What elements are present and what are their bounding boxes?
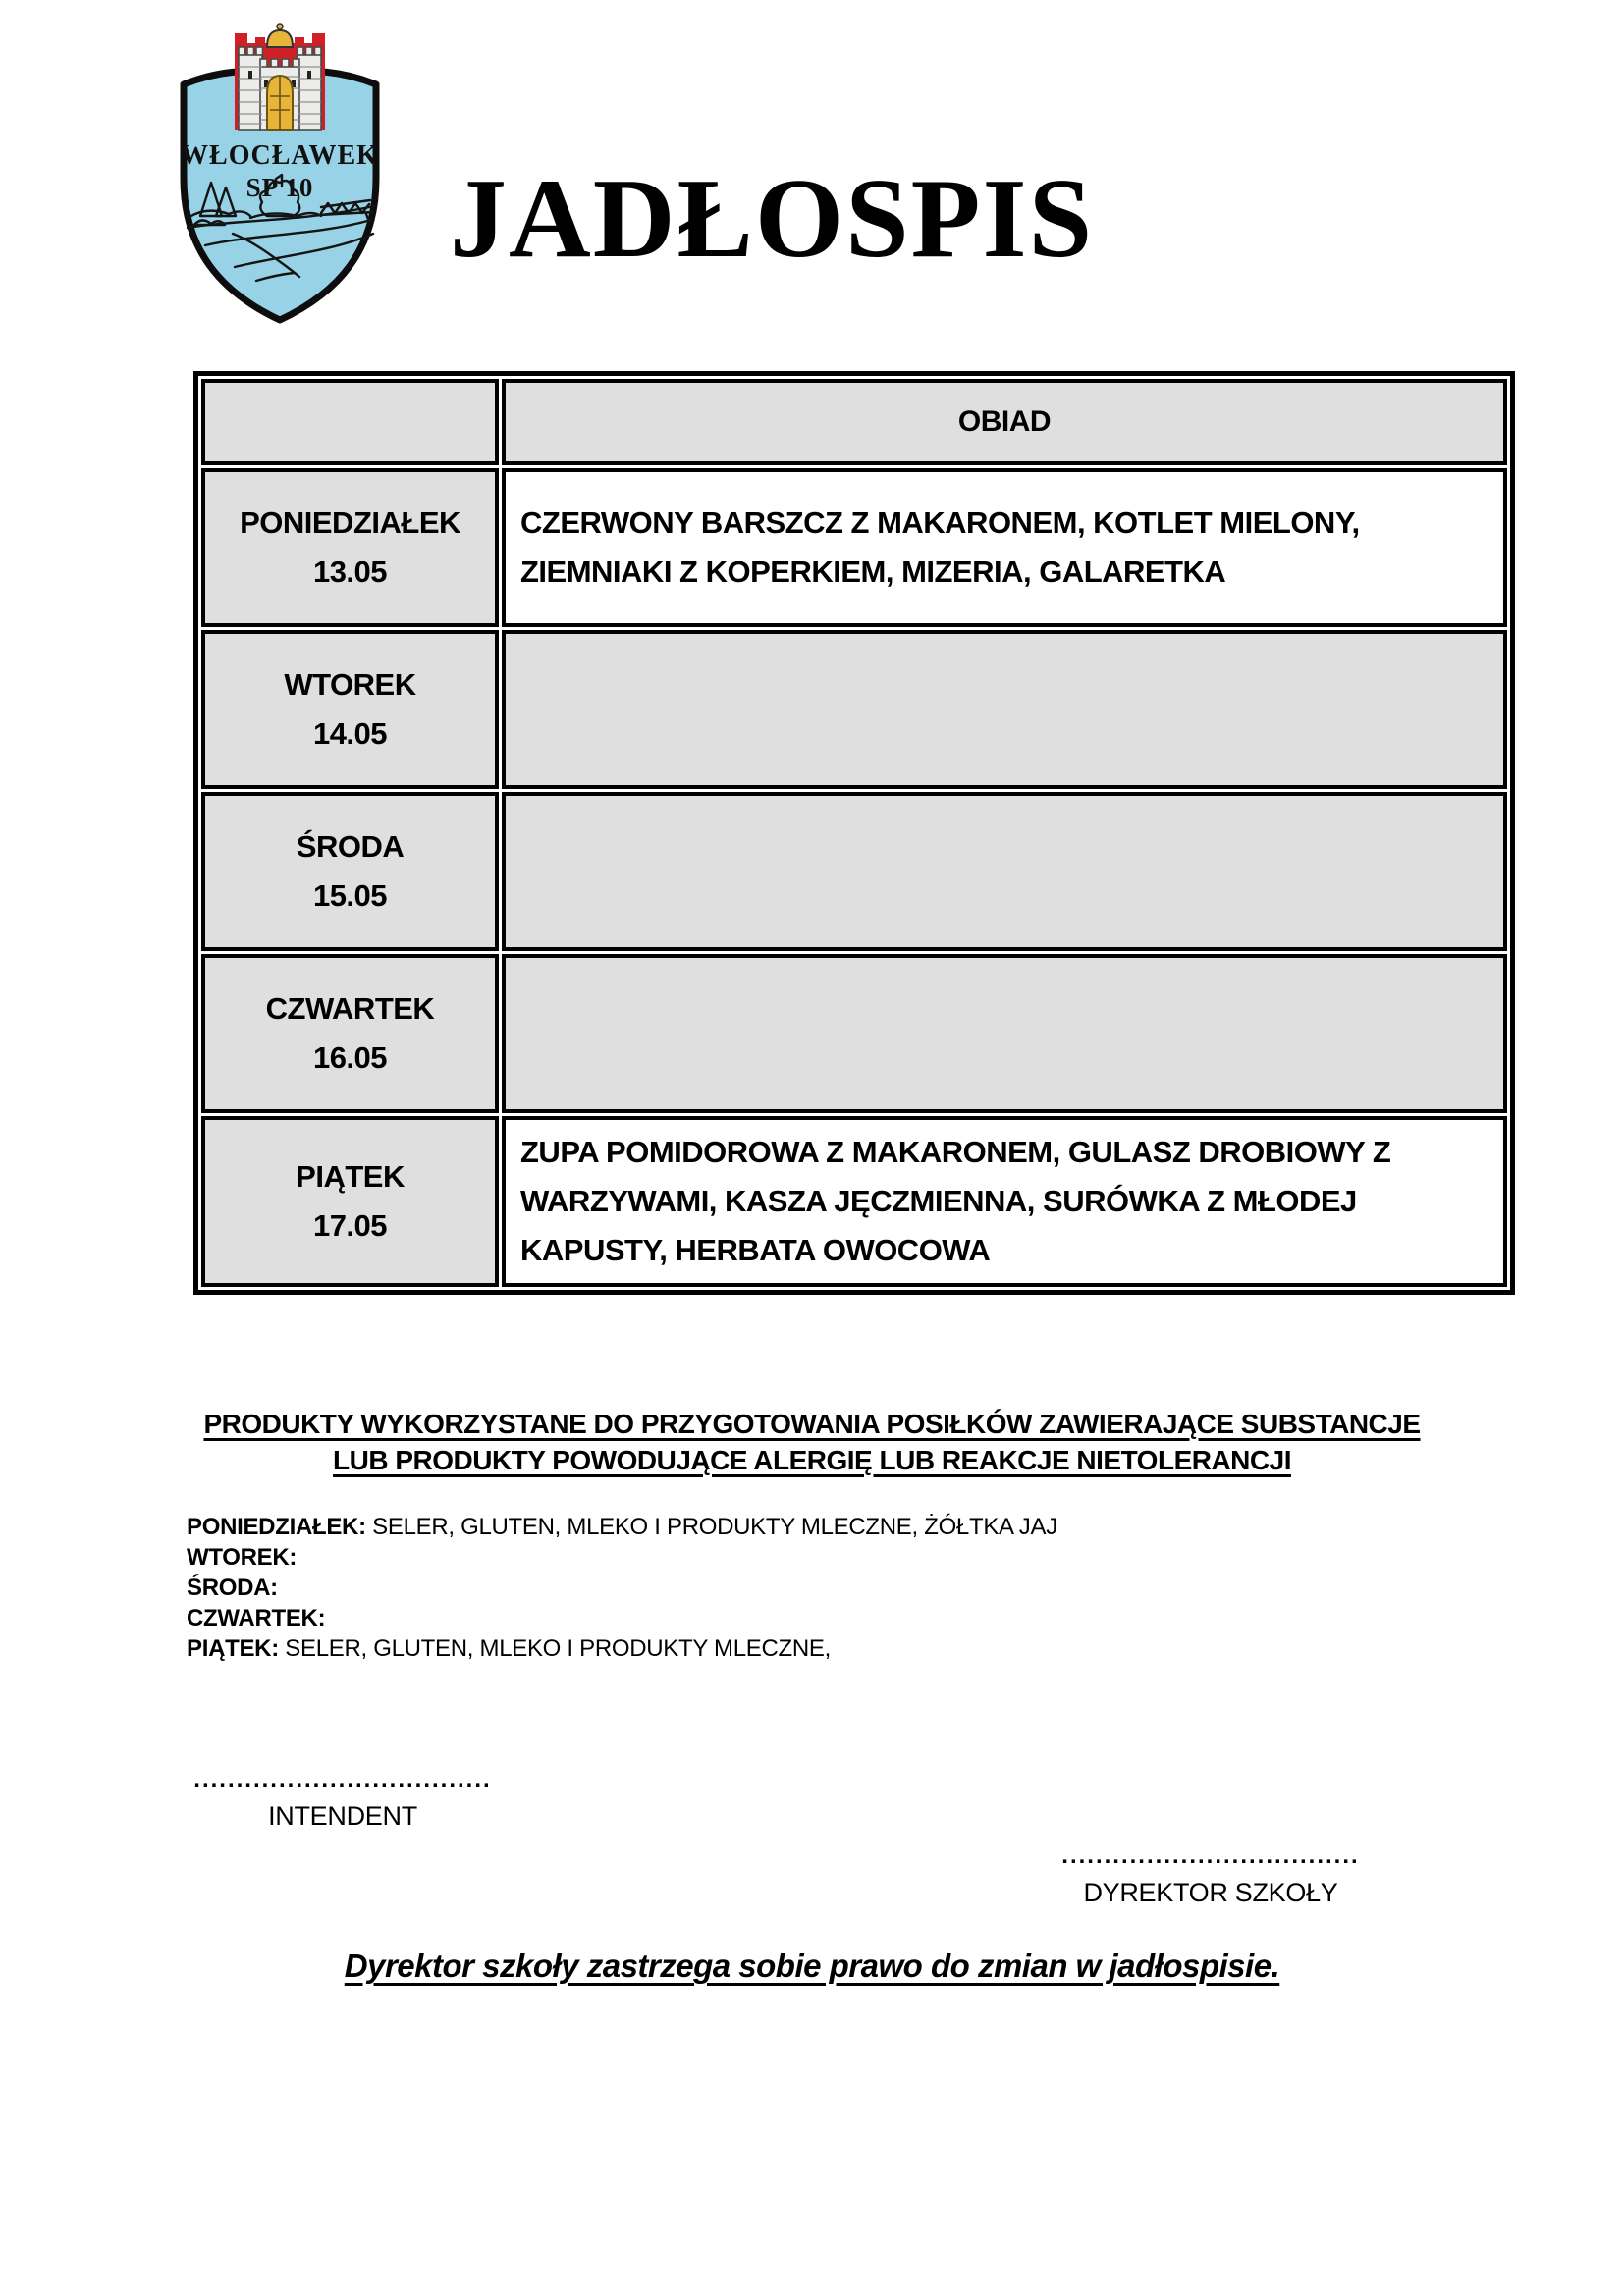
page-title: JADŁOSPIS <box>450 156 1095 282</box>
allergen-item-tuesday <box>187 1542 1443 1573</box>
castle-icon <box>235 24 325 130</box>
day-date: 15.05 <box>312 879 388 913</box>
allergen-day-label: ŚRODA: <box>187 1575 278 1601</box>
allergen-day-value: SELER, GLUTEN, MLEKO I PRODUKTY MLECZNE, <box>285 1635 831 1662</box>
day-name: PONIEDZIAŁEK <box>240 506 460 540</box>
day-date: 14.05 <box>312 717 388 751</box>
table-row-wednesday <box>201 792 1507 951</box>
school-logo <box>174 14 386 338</box>
school-crest-icon <box>174 14 386 338</box>
allergen-day-label: PONIEDZIAŁEK: <box>187 1514 366 1540</box>
allergen-item-friday <box>187 1633 1443 1664</box>
logo-school-text: SP 10 <box>245 173 314 202</box>
menu-table <box>193 371 1515 1295</box>
signature-dyrektor <box>1058 1842 1363 1907</box>
meal-cell <box>502 954 1507 1113</box>
header-meal-cell: OBIAD <box>502 379 1507 465</box>
intendent-label: INTENDENT <box>268 1801 417 1831</box>
meal-cell: CZERWONY BARSZCZ Z MAKARONEM, KOTLET MIELONY, ZIEMNIAKI Z KOPERKIEM, MIZERIA, GALARETKA <box>502 468 1507 627</box>
day-cell <box>201 468 499 627</box>
meal-cell <box>502 630 1507 789</box>
day-date: 16.05 <box>312 1041 388 1075</box>
day-name: PIĄTEK <box>296 1159 405 1194</box>
day-date: 17.05 <box>312 1208 388 1243</box>
table-row-thursday <box>201 954 1507 1113</box>
header-day-cell <box>201 379 499 465</box>
day-cell <box>201 1116 499 1287</box>
day-name: CZWARTEK <box>265 991 435 1026</box>
allergen-heading <box>79 1406 1545 1478</box>
dyrektor-label: DYREKTOR SZKOŁY <box>1083 1878 1338 1907</box>
allergen-day-label: CZWARTEK: <box>187 1605 326 1631</box>
allergen-list <box>187 1512 1443 1664</box>
allergen-item-wednesday <box>187 1573 1443 1603</box>
allergen-item-thursday <box>187 1603 1443 1633</box>
day-cell <box>201 954 499 1113</box>
meal-cell <box>502 792 1507 951</box>
meal-cell: ZUPA POMIDOROWA Z MAKARONEM, GULASZ DROBIOWY Z WARZYWAMI, KASZA JĘCZMIENNA, SURÓWKA Z MŁODEJ KAPUSTY, HERBATA OWOCOWA <box>502 1116 1507 1287</box>
day-name: ŚRODA <box>296 829 405 864</box>
day-date: 13.05 <box>312 555 388 589</box>
signature-dots-line: ................................... <box>1061 1842 1360 1869</box>
day-cell <box>201 792 499 951</box>
table-row-tuesday <box>201 630 1507 789</box>
allergen-day-label: PIĄTEK: <box>187 1635 279 1662</box>
allergen-heading-line2: LUB PRODUKTY POWODUJĄCE ALERGIĘ LUB REAKCJE NIETOLERANCJI <box>333 1445 1291 1475</box>
allergen-day-label: WTOREK: <box>187 1544 298 1571</box>
table-row-monday <box>201 468 1507 627</box>
signature-dots-line: ................................... <box>193 1766 492 1792</box>
allergen-item-monday <box>187 1512 1443 1542</box>
table-row-friday <box>201 1116 1507 1287</box>
signature-intendent <box>190 1766 495 1831</box>
day-name: WTOREK <box>284 667 416 702</box>
menu-header-row <box>201 379 1507 465</box>
allergen-day-value: SELER, GLUTEN, MLEKO I PRODUKTY MLECZNE, ŻÓŁTKA JAJ <box>372 1514 1057 1540</box>
allergen-heading-line1: PRODUKTY WYKORZYSTANE DO PRZYGOTOWANIA POSIŁKÓW ZAWIERAJĄCE SUBSTANCJE <box>203 1409 1421 1439</box>
footer-note: Dyrektor szkoły zastrzega sobie prawo do zmian w jadłospisie. <box>344 1948 1280 1984</box>
day-cell <box>201 630 499 789</box>
logo-city-text: WŁOCŁAWEK <box>181 140 379 171</box>
